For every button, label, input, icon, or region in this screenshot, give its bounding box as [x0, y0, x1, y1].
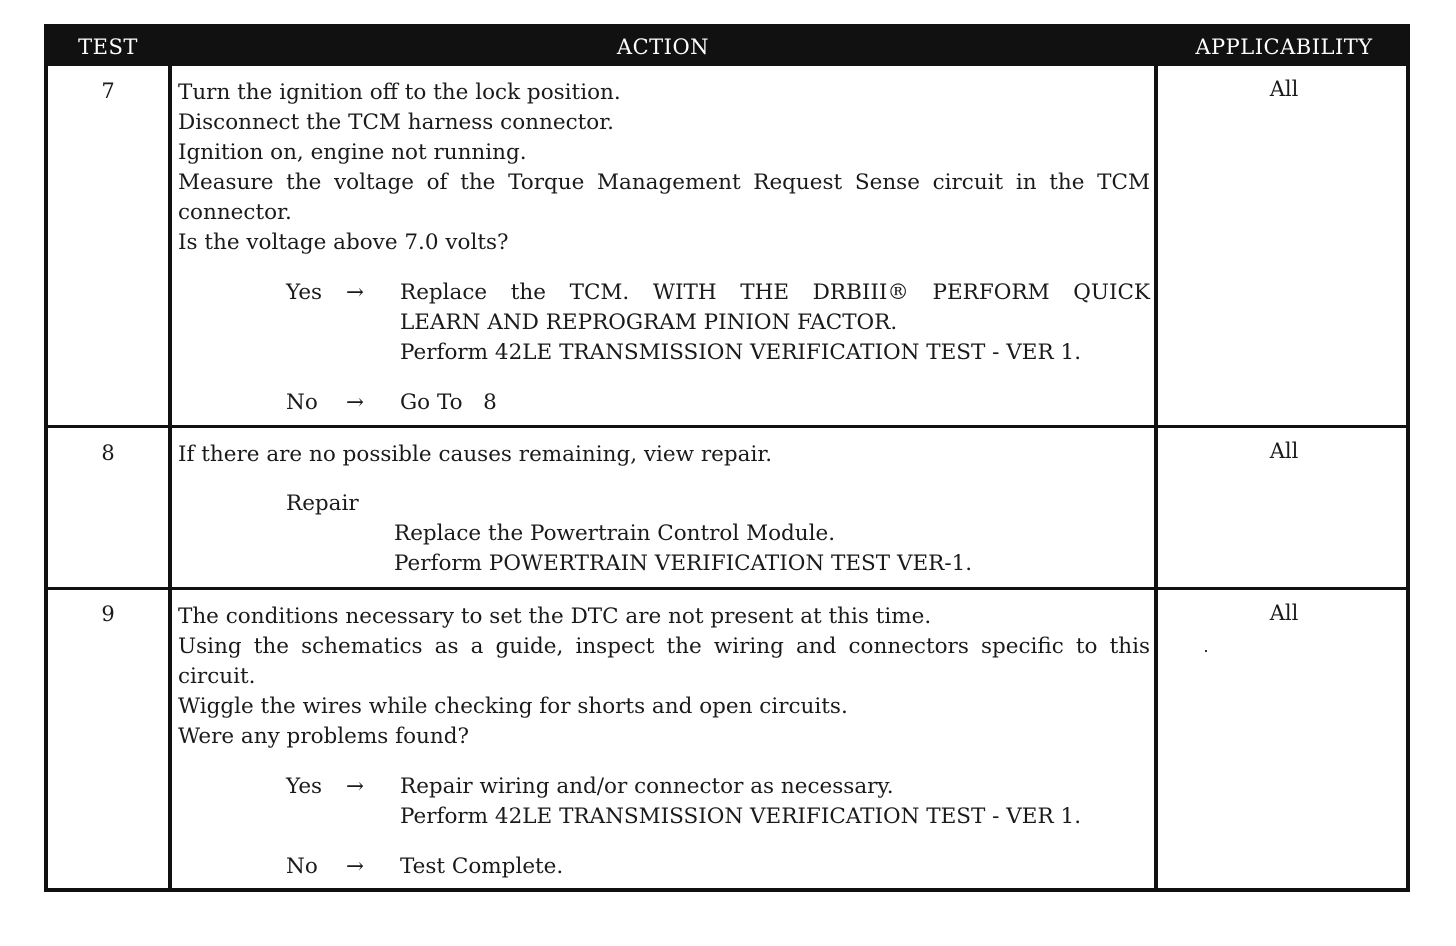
action-line: Disconnect the TCM harness connector.	[178, 110, 614, 135]
action-line: circuit.	[178, 664, 256, 689]
action-line: Measure the voltage of the Torque Management Request Sense circuit in the TCM	[178, 170, 1150, 195]
no-text: Test Complete.	[400, 854, 564, 879]
action-line: The conditions necessary to set the DTC are not present at this time.	[178, 604, 932, 629]
row-divider	[48, 587, 1406, 590]
row-divider	[48, 425, 1406, 428]
result-line: Perform 42LE TRANSMISSION VERIFICATION TEST - VER 1.	[400, 340, 1082, 365]
action-line: Using the schematics as a guide, inspect the wiring and connectors specific to this	[178, 634, 1150, 659]
applicability-value: All	[1269, 77, 1299, 101]
yes-text	[400, 278, 1150, 368]
repair-label: Repair	[286, 491, 359, 516]
arrow-right-icon: →	[346, 854, 365, 879]
test-number: 7	[101, 79, 115, 103]
result-line: LEARN AND REPROGRAM PINION FACTOR.	[400, 310, 898, 335]
action-text	[178, 602, 1150, 752]
action-line: Wiggle the wires while checking for shorts and open circuits.	[178, 694, 848, 719]
no-result	[286, 388, 1150, 418]
diagnostic-table	[44, 24, 1410, 892]
table-header	[48, 28, 1406, 66]
action-text	[178, 440, 1150, 470]
action-line: Turn the ignition off to the lock position.	[178, 80, 621, 105]
result-line: Repair wiring and/or connector as necessary.	[400, 774, 894, 799]
column-divider	[1154, 66, 1158, 888]
column-divider	[168, 66, 172, 888]
action-line: Were any problems found?	[178, 724, 470, 749]
yes-result	[286, 278, 1150, 368]
no-label: No	[286, 854, 318, 879]
header-action: ACTION	[616, 35, 710, 59]
no-label: No	[286, 390, 318, 415]
applicability-value: All	[1269, 439, 1299, 463]
result-line: Replace the TCM. WITH THE DRBIII® PERFORM QUICK	[400, 280, 1150, 305]
arrow-right-icon: →	[346, 390, 365, 415]
header-test: TEST	[78, 35, 138, 59]
action-line: Is the voltage above 7.0 volts?	[178, 230, 509, 255]
repair-text	[394, 519, 1134, 579]
result-line: Perform 42LE TRANSMISSION VERIFICATION TEST - VER 1.	[400, 804, 1082, 829]
action-text	[178, 78, 1150, 258]
yes-label: Yes	[286, 280, 323, 305]
action-line: Ignition on, engine not running.	[178, 140, 527, 165]
scan-speck	[1205, 650, 1207, 652]
test-number: 9	[101, 602, 115, 626]
header-applicability: APPLICABILITY	[1195, 35, 1373, 59]
repair-line: Replace the Powertrain Control Module.	[394, 521, 836, 546]
action-line: connector.	[178, 200, 292, 225]
yes-text	[400, 772, 1150, 832]
arrow-right-icon: →	[346, 280, 365, 305]
yes-result	[286, 772, 1150, 832]
yes-label: Yes	[286, 774, 323, 799]
repair-line: Perform POWERTRAIN VERIFICATION TEST VER-1.	[394, 551, 973, 576]
test-number: 8	[101, 441, 115, 465]
no-result	[286, 852, 1150, 882]
no-text: Go To 8	[400, 390, 497, 415]
arrow-right-icon: →	[346, 774, 365, 799]
action-line: If there are no possible causes remaining, view repair.	[178, 442, 773, 467]
applicability-value: All	[1269, 601, 1299, 625]
